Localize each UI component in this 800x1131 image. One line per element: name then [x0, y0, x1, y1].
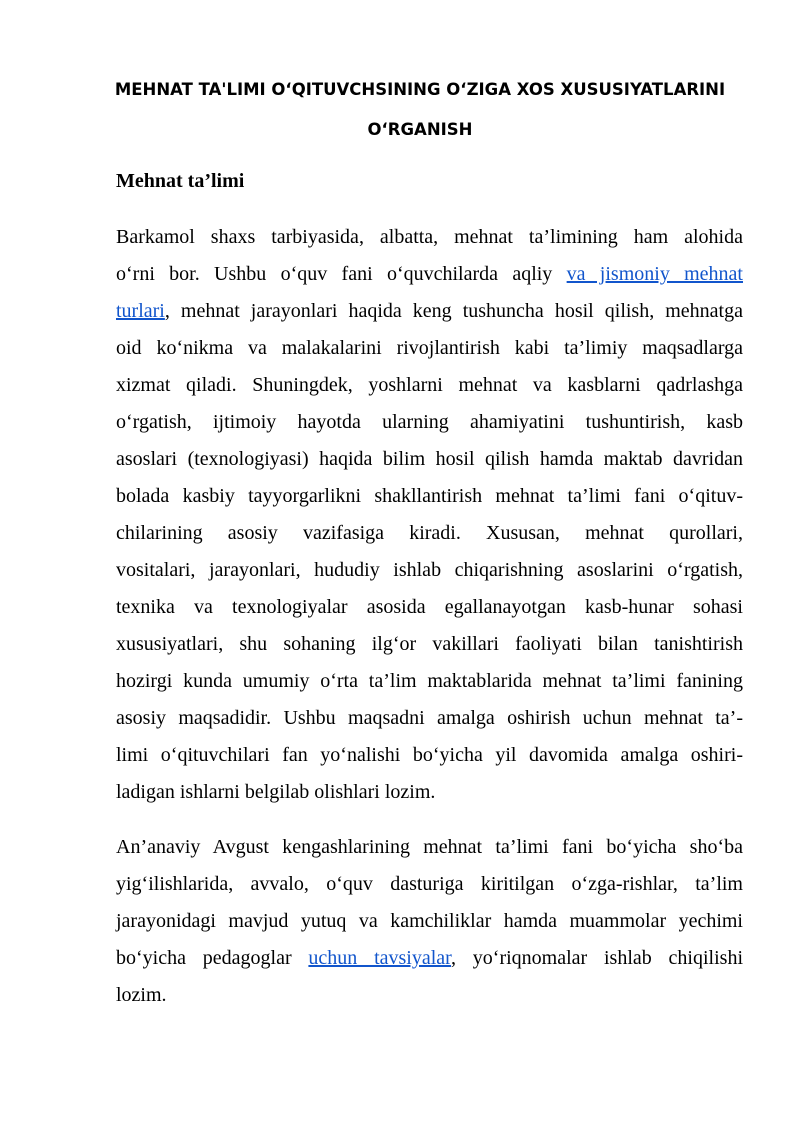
paragraph-text: bo‘yicha pedagoglar [116, 947, 309, 969]
paragraph-line: An’anaviy Avgust kengashlarining mehnat ta’limi fani bo‘yicha sho‘ba [116, 836, 743, 858]
paragraph-line: oid ko‘nikma va malakalarini rivojlantirish kabi ta’limiy maqsadlarga [116, 337, 743, 359]
paragraph-line: Barkamol shaxs tarbiyasida, albatta, mehnat ta’limining ham alohida [116, 226, 743, 248]
paragraph-line: jarayonidagi mavjud yutuq va kamchiliklar hamda muammolar yechimi [116, 910, 743, 932]
paragraph-line: hozirgi kunda umumiy o‘rta ta’lim maktablarida mehnat ta’limi fanining [116, 670, 743, 692]
paragraph-line: asosiy maqsadidir. Ushbu maqsadni amalga oshirish uchun mehnat ta’- [116, 707, 743, 729]
paragraph-1 [116, 219, 743, 811]
document-title-line-1: MEHNAT TA'LIMI O‘QITUVCHSINING O‘ZIGA XOS XUSUSIYATLARINI [114, 80, 726, 99]
paragraph-line: xizmat qiladi. Shuningdek, yoshlarni mehnat va kasblarni qadrlashga [116, 374, 743, 396]
paragraph-line: chilarining asosiy vazifasiga kiradi. Xususan, mehnat qurollari, [116, 522, 743, 544]
section-heading: Mehnat ta’limi [116, 170, 245, 192]
paragraph-line: xususiyatlari, shu sohaning ilg‘or vakillari faoliyati bilan tanishtirish [116, 633, 743, 655]
link-jismoniy-mehnat-turlari-cont[interactable]: turlari [116, 300, 165, 322]
paragraph-line: bolada kasbiy tayyorgarlikni shakllantirish mehnat ta’limi fani o‘qituv- [116, 485, 743, 507]
paragraph-text: , mehnat jarayonlari haqida keng tushuncha hosil qilish, mehnatga [164, 300, 743, 322]
paragraph-line [116, 256, 743, 293]
paragraph-line: o‘rgatish, ijtimoiy hayotda ularning ahamiyatini tushuntirish, kasb [116, 411, 743, 433]
paragraph-2 [116, 829, 743, 1014]
paragraph-line: yig‘ilishlarida, avvalo, o‘quv dasturiga kiritilgan o‘zga-rishlar, ta’lim [116, 873, 743, 895]
paragraph-line: asoslari (texnologiyasi) haqida bilim hosil qilish hamda maktab davridan [116, 448, 743, 470]
paragraph-line [116, 940, 743, 977]
paragraph-line: vositalari, jarayonlari, hududiy ishlab chiqarishning asoslarini o‘rgatish, [116, 559, 743, 581]
paragraph-line [116, 293, 743, 330]
paragraph-line: lozim. [116, 984, 167, 1006]
link-jismoniy-mehnat-turlari[interactable]: va jismoniy mehnat [566, 263, 743, 285]
paragraph-line: ladigan ishlarni belgilab olishlari lozim. [116, 781, 436, 803]
paragraph-text: , yo‘riqnomalar ishlab chiqilishi [451, 947, 743, 969]
paragraph-text: o‘rni bor. Ushbu o‘quv fani o‘quvchilarda aqliy [116, 263, 567, 285]
link-uchun-tavsiyalar[interactable]: uchun tavsiyalar [308, 947, 452, 969]
paragraph-line: limi o‘qituvchilari fan yo‘nalishi bo‘yicha yil davomida amalga oshiri- [116, 744, 743, 766]
document-title-line-2: O‘RGANISH [367, 120, 473, 139]
paragraph-line: texnika va texnologiyalar asosida egallanayotgan kasb-hunar sohasi [116, 596, 743, 618]
